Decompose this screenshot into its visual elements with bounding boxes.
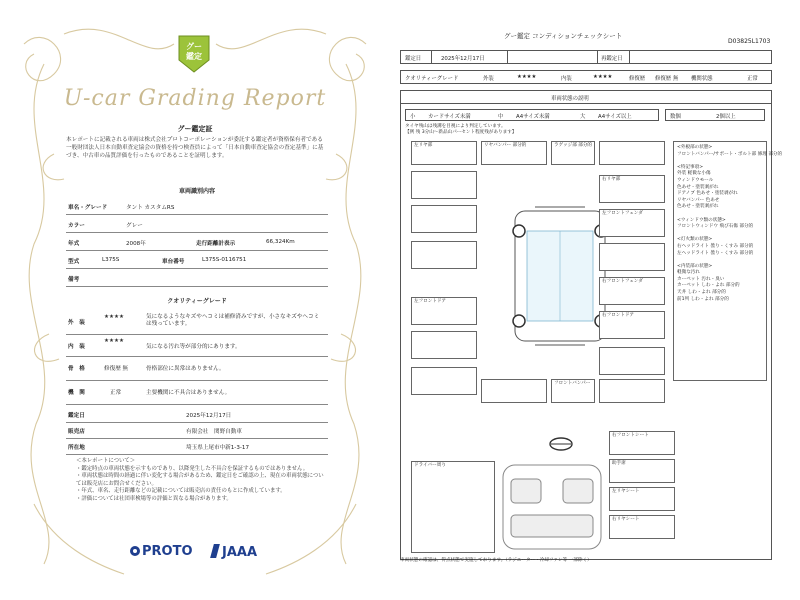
interior-panel: [411, 461, 495, 553]
report-title: U-car Grading Report: [63, 86, 327, 111]
note-item: ・評価については社団車検場等の評価と異なる場合があります。: [76, 495, 232, 502]
mechanical-value: 正常: [747, 76, 758, 82]
vehicle-model-row: [66, 254, 328, 269]
tire-note: タイヤ残山は残溝を目視により判定しています。: [405, 124, 506, 129]
panel-label: 左リヤシート: [612, 489, 640, 494]
interior-panel: [609, 515, 675, 539]
damage-note-line: <ウィンドウ類の状態>: [677, 217, 726, 223]
panel-label: 右フロントフェンダ: [602, 279, 643, 284]
panel-box: [599, 243, 665, 271]
interior-row: [66, 336, 328, 357]
mileage-label: 走行距離計表示: [196, 241, 236, 247]
exterior-note: 気になるようなキズやヘコミは補修済みですが、小さなキズやヘコミは残っています。: [146, 314, 320, 327]
interior-label: 内装: [561, 76, 572, 82]
size-medium: 中: [498, 114, 504, 120]
panel-box: [599, 311, 665, 339]
panel-box: [551, 379, 595, 403]
color-value: グレー: [126, 223, 143, 229]
panel-box: [599, 277, 665, 305]
location-label: 所在地: [68, 445, 85, 451]
year-label: 年式: [68, 241, 80, 247]
vehicle-name-row: [66, 200, 328, 215]
color-label: カラー: [68, 223, 85, 229]
sheet-title: グー鑑定 コンディションチェックシート: [504, 32, 623, 40]
interior-stars: ★★★★: [104, 338, 125, 344]
document-id: D03825L1703: [728, 38, 771, 45]
panel-label: 助手席: [612, 461, 626, 466]
damage-note-line: 天井 しわ・よれ 部分的: [677, 290, 726, 296]
panel-label: 右リヤシート: [612, 517, 640, 522]
dealer-value: 有限会社 関野自動車: [186, 429, 242, 435]
panel-box: [599, 175, 665, 203]
frame-rank: 修復歴 無: [104, 366, 129, 372]
panel-box: [411, 367, 477, 395]
damage-note-line: 色あせ・塗装剥がれ: [677, 204, 719, 210]
panel-label: 左フロントドア: [414, 299, 447, 304]
panel-box: [599, 347, 665, 375]
vehicle-section-title: 車両識別内容: [178, 188, 215, 195]
exterior-label: 外 装: [68, 320, 85, 326]
size-small-desc: カードサイズ未満: [428, 114, 471, 120]
dealer-row: [66, 424, 328, 439]
condition-section: [400, 90, 783, 560]
appraisal-date-label: 鑑定日: [405, 56, 422, 62]
exterior-stars: ★★★★: [517, 74, 537, 80]
damage-note-line: [677, 257, 782, 264]
steering-wheel-icon: [549, 437, 573, 451]
condition-title: 車両状態の説明: [551, 96, 589, 102]
jaaa-logo-mark: [210, 544, 220, 558]
quality-row: [400, 70, 772, 84]
history-value: 修復歴 無: [655, 76, 679, 82]
mechanical-note: 主要機関に不具合はありません。: [146, 390, 231, 396]
proto-logo-text: PROTO: [142, 544, 193, 559]
panel-box: [599, 379, 665, 403]
damage-note-line: カーペット 汚れ・臭い: [677, 276, 725, 282]
location-value: 埼玉県上尾市中新1-3-17: [186, 445, 250, 451]
panel-box: [411, 331, 477, 359]
mileage-value: 66,324Km: [266, 239, 295, 245]
damage-note-line: <内装部の状態>: [677, 263, 713, 269]
jaaa-logo-text: JAAA: [222, 545, 258, 560]
note-item: ・年式、車名、走行距離などの記載については販売店の責任のもとに作成しています。: [76, 488, 286, 494]
panel-label: 左フロントフェンダ: [602, 211, 643, 216]
panel-box: [411, 297, 477, 325]
sheet-footer: 車両状態の確認は、得点状態で実施しております。（ラジエーター・冷却ファン等 一部除く）: [400, 558, 592, 563]
tire-note-example: 【例 残 3分山〜新品山パーセント程度残があります】: [405, 130, 517, 135]
appraisal-date-label: 鑑定日: [68, 413, 85, 419]
exterior-row: [66, 312, 328, 335]
panel-label: 右フロントドア: [602, 313, 635, 318]
panel-label: 左リヤ部: [414, 143, 433, 148]
size-large-desc: A4サイズ以上: [598, 114, 632, 120]
chassis-label: 車台番号: [162, 259, 185, 265]
appraisal-date-value: 2025年12月17日: [186, 413, 232, 419]
size-medium-desc: A4サイズ未満: [516, 114, 550, 120]
dealer-label: 販売店: [68, 429, 85, 435]
damage-note-line: 外装 軽微な小傷: [677, 171, 711, 177]
remarks-label: 備考: [68, 277, 80, 283]
history-label: 修復歴: [629, 76, 646, 82]
name-value: タント カスタムRS: [126, 205, 175, 211]
grading-report-certificate: [4, 4, 386, 596]
damage-note-line: 右ヘッドライト 曇り・くすみ 部分的: [677, 243, 754, 249]
car-interior-diagram: [497, 459, 607, 555]
damage-note-line: ウィンドウモール: [677, 177, 714, 183]
interior-panel: [609, 487, 675, 511]
interior-note: 気になる汚れ等が部分的にあります。: [146, 344, 241, 350]
panel-box: [481, 379, 547, 403]
vehicle-year-row: [66, 236, 328, 251]
damage-note-line: カーペット しわ・よれ 部分的: [677, 283, 740, 289]
quality-section-title: クオリティーグレード: [167, 298, 227, 305]
panel-box: [411, 141, 477, 165]
panel-box: [551, 141, 595, 165]
note-item: ・鑑定時点の車両状態を示すものであり、以降発生した不具合を保証するものではありません。: [76, 465, 309, 472]
exterior-stars: ★★★★: [104, 314, 125, 320]
location-row: [66, 440, 328, 455]
goo-appraisal-logo: [177, 34, 211, 74]
name-label: 車名・グレード: [68, 205, 108, 211]
damage-note-line: 軽微な汚れ: [677, 270, 700, 276]
notes-title: ＜本レポートについて＞: [76, 458, 136, 464]
panel-box: [599, 141, 665, 165]
count-legend: [665, 109, 765, 121]
report-notes: [76, 458, 326, 503]
remarks-row: [66, 272, 328, 287]
model-value: L375S: [102, 257, 120, 263]
damage-note-line: <外板部の状態>: [677, 145, 713, 150]
size-small: 小: [410, 114, 416, 120]
vehicle-color-row: [66, 218, 328, 233]
damage-note-line: [677, 158, 782, 165]
damage-note-line: リヤバンパー 色あせ: [677, 197, 720, 203]
interior-panel: [609, 431, 675, 455]
panel-label: ラゲッジ部 部分的: [554, 143, 593, 148]
damage-note-line: フロントバンパー/サポート・ボルト部 修理 部分的: [677, 151, 783, 157]
mechanical-row: [66, 382, 328, 405]
damage-note-line: 色あせ・塗装剥がれ: [677, 184, 719, 190]
proto-logo: [130, 544, 193, 559]
quality-label: クオリティーグレード: [405, 76, 459, 82]
condition-check-sheet: [394, 26, 783, 566]
damage-note-line: <特記事項>: [677, 164, 704, 170]
model-label: 型式: [68, 259, 80, 265]
size-large: 大: [580, 114, 586, 120]
size-legend: [405, 109, 659, 121]
panel-label: リヤバンパー 部分的: [484, 143, 527, 148]
damage-note-line: フロントウィンドウ 飛び石傷 部分的: [677, 224, 754, 230]
exterior-label: 外装: [483, 76, 494, 82]
panel-box: [481, 141, 547, 165]
reappraisal-date-label: 再鑑定日: [601, 56, 623, 62]
panel-box: [411, 171, 477, 199]
date-row: [400, 50, 772, 64]
panel-box: [599, 209, 665, 237]
note-item: ・車両状態は時間の経過に伴い変化する場合があるため、鑑定日をご確認の上、現在の車両状態については販売店にお問合せください。: [76, 473, 324, 487]
damage-note-line: 左ヘッドライト 曇り・くすみ 部分的: [677, 250, 754, 256]
damage-note-line: 前1列 しわ・よれ 部分的: [677, 296, 729, 302]
chassis-value: L375S-0116751: [202, 257, 247, 263]
frame-row: [66, 358, 328, 381]
panel-box: [411, 205, 477, 233]
damage-note-line: [677, 211, 782, 218]
panel-label: フロントバンパー: [554, 381, 591, 386]
appraisal-date-row: [66, 408, 328, 423]
intro-paragraph: 本レポートに記載される車両は株式会社プロトコーポレーションが委託する鑑定者が資格保有者である一般財団法人日本自動車査定協会の資格を持つ検査員によって「日本自動車査定協会の査定基準」に基づき、中古車の品質評価を行ったものであることを証明します。: [66, 137, 324, 159]
logo-text: グー 鑑定: [186, 42, 202, 61]
frame-label: 骨 格: [68, 366, 85, 372]
certificate-subtitle: グー鑑定証: [177, 125, 213, 133]
count-label: 数個: [670, 114, 681, 120]
count-desc: 2個以上: [716, 114, 736, 120]
mechanical-rank: 正常: [110, 390, 122, 396]
proto-logo-mark: [130, 546, 140, 556]
damage-note-line: ドアノブ 色あせ・塗装剥がれ: [677, 191, 738, 197]
panel-label: 右リヤ部: [602, 177, 621, 182]
year-value: 2008年: [126, 241, 146, 247]
interior-panel: [609, 459, 675, 483]
damage-notes-panel: [673, 141, 783, 381]
interior-label: 内 装: [68, 344, 85, 350]
damage-note-line: <灯火類の状態>: [677, 237, 713, 243]
panel-label: ドライバー周り: [414, 463, 446, 468]
interior-stars: ★★★★: [593, 74, 613, 80]
frame-note: 骨格部位に異常はありません。: [146, 366, 225, 372]
jaaa-logo: [212, 544, 257, 560]
appraisal-date-value: 2025年12月17日: [441, 56, 485, 62]
mechanical-label: 機関状態: [691, 76, 713, 82]
panel-label: 右フロントシート: [612, 433, 649, 438]
panel-box: [411, 241, 477, 269]
mechanical-label: 機 関: [68, 390, 85, 396]
